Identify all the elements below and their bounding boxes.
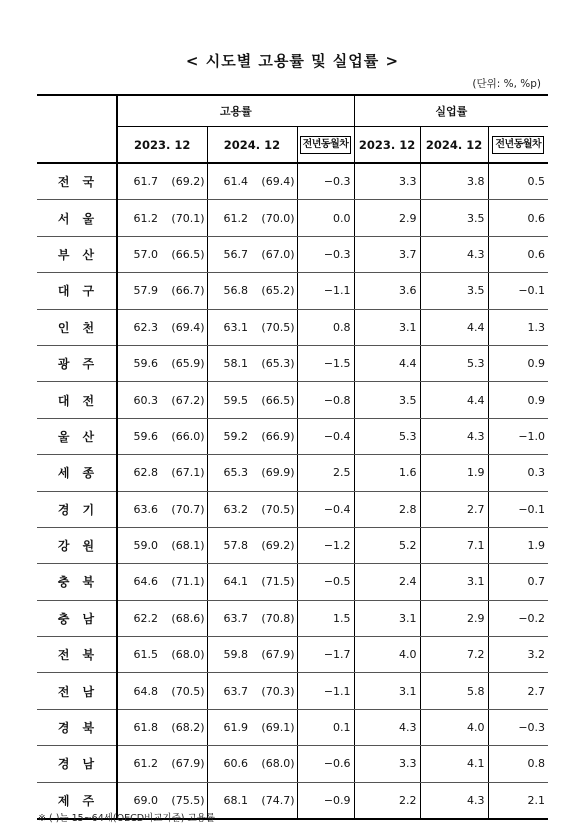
unemp-2023-value: 2.8 xyxy=(354,491,420,527)
employment-group-header: 고용률 xyxy=(117,95,354,127)
region-cell: 충남 xyxy=(37,600,117,636)
unemp-2023-value: 3.7 xyxy=(354,236,420,272)
region-cell: 대전 xyxy=(37,382,117,418)
emp-2024-value: 56.8 xyxy=(207,273,251,309)
emp-2024-oecd-value: (69.2) xyxy=(251,527,297,563)
emp-diff-value: −0.3 xyxy=(297,236,354,272)
emp-2024-value: 56.7 xyxy=(207,236,251,272)
emp-2024-oecd-value: (65.3) xyxy=(251,345,297,381)
emp-2024-oecd-value: (70.5) xyxy=(251,309,297,345)
unemp-2023-header: 2023. 12 xyxy=(354,127,420,164)
emp-2024-value: 61.2 xyxy=(207,200,251,236)
unemp-2024-value: 2.7 xyxy=(420,491,488,527)
emp-2024-oecd-value: (68.0) xyxy=(251,746,297,782)
unemp-2024-value: 7.1 xyxy=(420,527,488,563)
emp-2023-oecd-value: (68.1) xyxy=(161,527,207,563)
emp-diff-value: −0.9 xyxy=(297,782,354,819)
region-cell: 전북 xyxy=(37,637,117,673)
region-cell: 전국 xyxy=(37,163,117,200)
unemp-2023-value: 3.3 xyxy=(354,163,420,200)
unemp-diff-value: 0.5 xyxy=(488,163,548,200)
region-header xyxy=(37,95,117,163)
unemp-diff-value: −0.3 xyxy=(488,709,548,745)
employment-unemployment-table xyxy=(37,94,548,820)
region-cell: 인천 xyxy=(37,309,117,345)
emp-2024-value: 61.4 xyxy=(207,163,251,200)
emp-2024-value: 59.5 xyxy=(207,382,251,418)
unemp-diff-value: 2.1 xyxy=(488,782,548,819)
unemp-diff-label: 전년동월차 xyxy=(492,136,544,154)
emp-2024-oecd-value: (67.0) xyxy=(251,236,297,272)
emp-2023-value: 62.2 xyxy=(117,600,161,636)
emp-2024-value: 60.6 xyxy=(207,746,251,782)
unemp-2024-value: 3.5 xyxy=(420,273,488,309)
unemp-diff-value: 2.7 xyxy=(488,673,548,709)
emp-2024-oecd-value: (74.7) xyxy=(251,782,297,819)
table-row xyxy=(37,637,548,673)
unemp-2023-value: 3.3 xyxy=(354,746,420,782)
unemp-2023-value: 4.4 xyxy=(354,345,420,381)
emp-2024-value: 59.2 xyxy=(207,418,251,454)
unemp-2023-value: 3.1 xyxy=(354,673,420,709)
region-cell: 부산 xyxy=(37,236,117,272)
table-row xyxy=(37,309,548,345)
emp-2024-value: 58.1 xyxy=(207,345,251,381)
unemp-diff-value: 0.6 xyxy=(488,200,548,236)
unemp-2024-value: 4.1 xyxy=(420,746,488,782)
unemp-diff-value: 0.7 xyxy=(488,564,548,600)
region-cell: 강원 xyxy=(37,527,117,563)
unemp-2024-value: 4.3 xyxy=(420,782,488,819)
unemployment-group-header: 실업률 xyxy=(354,95,548,127)
emp-2024-value: 65.3 xyxy=(207,455,251,491)
emp-2023-value: 64.8 xyxy=(117,673,161,709)
unemp-2024-value: 5.3 xyxy=(420,345,488,381)
emp-2024-oecd-value: (70.8) xyxy=(251,600,297,636)
emp-diff-header xyxy=(297,127,354,164)
unemp-2023-value: 2.4 xyxy=(354,564,420,600)
unemp-2024-value: 2.9 xyxy=(420,600,488,636)
emp-2023-value: 60.3 xyxy=(117,382,161,418)
unemp-2024-value: 1.9 xyxy=(420,455,488,491)
unemp-2023-value: 4.3 xyxy=(354,709,420,745)
unemp-2023-value: 5.3 xyxy=(354,418,420,454)
emp-2023-value: 61.7 xyxy=(117,163,161,200)
emp-2023-value: 57.9 xyxy=(117,273,161,309)
emp-diff-value: 0.1 xyxy=(297,709,354,745)
emp-2024-oecd-value: (69.9) xyxy=(251,455,297,491)
emp-diff-value: −0.8 xyxy=(297,382,354,418)
footnote: ※ ( )는 15~64세(OECD비교기준) 고용률 xyxy=(38,813,216,824)
emp-2024-value: 68.1 xyxy=(207,782,251,819)
emp-2024-value: 63.7 xyxy=(207,673,251,709)
emp-diff-value: 0.0 xyxy=(297,200,354,236)
unemp-diff-value: 3.2 xyxy=(488,637,548,673)
region-cell: 제주 xyxy=(37,782,117,819)
table-row xyxy=(37,527,548,563)
emp-2023-oecd-value: (68.6) xyxy=(161,600,207,636)
emp-diff-value: −0.6 xyxy=(297,746,354,782)
emp-diff-value: −1.1 xyxy=(297,273,354,309)
emp-2023-value: 59.6 xyxy=(117,418,161,454)
emp-2023-value: 57.0 xyxy=(117,236,161,272)
unemp-2023-value: 2.9 xyxy=(354,200,420,236)
emp-2024-value: 63.2 xyxy=(207,491,251,527)
emp-2023-value: 64.6 xyxy=(117,564,161,600)
unemp-diff-header xyxy=(488,127,548,164)
emp-2024-oecd-value: (66.5) xyxy=(251,382,297,418)
emp-2023-value: 61.2 xyxy=(117,200,161,236)
emp-2023-oecd-value: (70.7) xyxy=(161,491,207,527)
unemp-2024-value: 3.5 xyxy=(420,200,488,236)
emp-2024-oecd-value: (70.5) xyxy=(251,491,297,527)
emp-2023-oecd-value: (70.5) xyxy=(161,673,207,709)
unemp-diff-value: 1.3 xyxy=(488,309,548,345)
emp-2024-value: 61.9 xyxy=(207,709,251,745)
table-body xyxy=(37,163,548,819)
unemp-diff-value: 1.9 xyxy=(488,527,548,563)
emp-2023-value: 62.3 xyxy=(117,309,161,345)
emp-2023-value: 59.6 xyxy=(117,345,161,381)
emp-2023-oecd-value: (68.0) xyxy=(161,637,207,673)
emp-2024-value: 57.8 xyxy=(207,527,251,563)
emp-2023-oecd-value: (71.1) xyxy=(161,564,207,600)
emp-2023-oecd-value: (65.9) xyxy=(161,345,207,381)
unemp-2023-value: 3.1 xyxy=(354,600,420,636)
emp-diff-label: 전년동월차 xyxy=(300,136,352,154)
region-cell: 울산 xyxy=(37,418,117,454)
unit-label: (단위: %, %p) xyxy=(472,78,541,90)
unemp-diff-value: 0.8 xyxy=(488,746,548,782)
unemp-2024-value: 4.0 xyxy=(420,709,488,745)
emp-2023-oecd-value: (67.1) xyxy=(161,455,207,491)
unemp-2023-value: 5.2 xyxy=(354,527,420,563)
unemp-2024-value: 5.8 xyxy=(420,673,488,709)
emp-diff-value: −0.4 xyxy=(297,491,354,527)
emp-2023-value: 61.2 xyxy=(117,746,161,782)
emp-diff-value: 1.5 xyxy=(297,600,354,636)
emp-2023-oecd-value: (75.5) xyxy=(161,782,207,819)
table-row xyxy=(37,491,548,527)
emp-2024-value: 64.1 xyxy=(207,564,251,600)
emp-2024-oecd-value: (66.9) xyxy=(251,418,297,454)
emp-diff-value: −0.3 xyxy=(297,163,354,200)
emp-diff-value: 0.8 xyxy=(297,309,354,345)
unemp-2023-value: 4.0 xyxy=(354,637,420,673)
table-row xyxy=(37,236,548,272)
emp-2023-value: 63.6 xyxy=(117,491,161,527)
unemp-2023-value: 3.5 xyxy=(354,382,420,418)
emp-2024-oecd-value: (69.4) xyxy=(251,163,297,200)
emp-2023-value: 69.0 xyxy=(117,782,161,819)
unemp-diff-value: 0.9 xyxy=(488,345,548,381)
unemp-diff-value: −0.1 xyxy=(488,273,548,309)
unemp-2024-value: 4.3 xyxy=(420,236,488,272)
emp-2023-header: 2023. 12 xyxy=(117,127,207,164)
emp-2024-oecd-value: (69.1) xyxy=(251,709,297,745)
emp-2024-oecd-value: (70.0) xyxy=(251,200,297,236)
emp-2023-oecd-value: (67.2) xyxy=(161,382,207,418)
unemp-diff-value: −0.1 xyxy=(488,491,548,527)
emp-2023-value: 59.0 xyxy=(117,527,161,563)
emp-2023-value: 61.5 xyxy=(117,637,161,673)
emp-2023-value: 61.8 xyxy=(117,709,161,745)
region-cell: 경남 xyxy=(37,746,117,782)
table-row xyxy=(37,564,548,600)
emp-diff-value: −1.1 xyxy=(297,673,354,709)
emp-2024-value: 59.8 xyxy=(207,637,251,673)
region-cell: 경기 xyxy=(37,491,117,527)
emp-2023-oecd-value: (69.4) xyxy=(161,309,207,345)
region-cell: 서울 xyxy=(37,200,117,236)
table-title: < 시도별 고용률 및 실업률 > xyxy=(185,52,400,70)
table-row xyxy=(37,345,548,381)
unemp-2024-value: 3.8 xyxy=(420,163,488,200)
emp-2023-oecd-value: (69.2) xyxy=(161,163,207,200)
unemp-diff-value: −1.0 xyxy=(488,418,548,454)
emp-2024-header: 2024. 12 xyxy=(207,127,297,164)
unemp-diff-value: −0.2 xyxy=(488,600,548,636)
table-row xyxy=(37,600,548,636)
table-row xyxy=(37,273,548,309)
emp-2023-oecd-value: (66.5) xyxy=(161,236,207,272)
table-row xyxy=(37,382,548,418)
emp-2023-oecd-value: (68.2) xyxy=(161,709,207,745)
emp-2023-oecd-value: (70.1) xyxy=(161,200,207,236)
emp-2024-oecd-value: (70.3) xyxy=(251,673,297,709)
table-row xyxy=(37,673,548,709)
unemp-2024-value: 7.2 xyxy=(420,637,488,673)
emp-2024-oecd-value: (67.9) xyxy=(251,637,297,673)
table-row xyxy=(37,418,548,454)
emp-diff-value: −0.4 xyxy=(297,418,354,454)
emp-2024-value: 63.7 xyxy=(207,600,251,636)
region-cell: 세종 xyxy=(37,455,117,491)
region-cell: 경북 xyxy=(37,709,117,745)
emp-2023-oecd-value: (66.0) xyxy=(161,418,207,454)
emp-diff-value: −0.5 xyxy=(297,564,354,600)
unemp-2023-value: 1.6 xyxy=(354,455,420,491)
emp-2023-oecd-value: (66.7) xyxy=(161,273,207,309)
emp-diff-value: −1.7 xyxy=(297,637,354,673)
emp-2023-value: 62.8 xyxy=(117,455,161,491)
unemp-2024-value: 4.4 xyxy=(420,382,488,418)
emp-2024-value: 63.1 xyxy=(207,309,251,345)
emp-diff-value: −1.2 xyxy=(297,527,354,563)
region-cell: 충북 xyxy=(37,564,117,600)
emp-2024-oecd-value: (71.5) xyxy=(251,564,297,600)
region-cell: 광주 xyxy=(37,345,117,381)
unemp-2024-header: 2024. 12 xyxy=(420,127,488,164)
unemp-2024-value: 4.3 xyxy=(420,418,488,454)
table-row xyxy=(37,163,548,200)
emp-2023-oecd-value: (67.9) xyxy=(161,746,207,782)
region-cell: 전남 xyxy=(37,673,117,709)
table-row xyxy=(37,200,548,236)
unemp-diff-value: 0.3 xyxy=(488,455,548,491)
table-row xyxy=(37,746,548,782)
table-row xyxy=(37,455,548,491)
table-row xyxy=(37,709,548,745)
unemp-2024-value: 3.1 xyxy=(420,564,488,600)
unemp-2024-value: 4.4 xyxy=(420,309,488,345)
emp-diff-value: 2.5 xyxy=(297,455,354,491)
unemp-diff-value: 0.9 xyxy=(488,382,548,418)
header-row-groups xyxy=(37,95,548,127)
region-cell: 대구 xyxy=(37,273,117,309)
emp-diff-value: −1.5 xyxy=(297,345,354,381)
unemp-diff-value: 0.6 xyxy=(488,236,548,272)
emp-2024-oecd-value: (65.2) xyxy=(251,273,297,309)
unemp-2023-value: 3.1 xyxy=(354,309,420,345)
unemp-2023-value: 2.2 xyxy=(354,782,420,819)
unemp-2023-value: 3.6 xyxy=(354,273,420,309)
